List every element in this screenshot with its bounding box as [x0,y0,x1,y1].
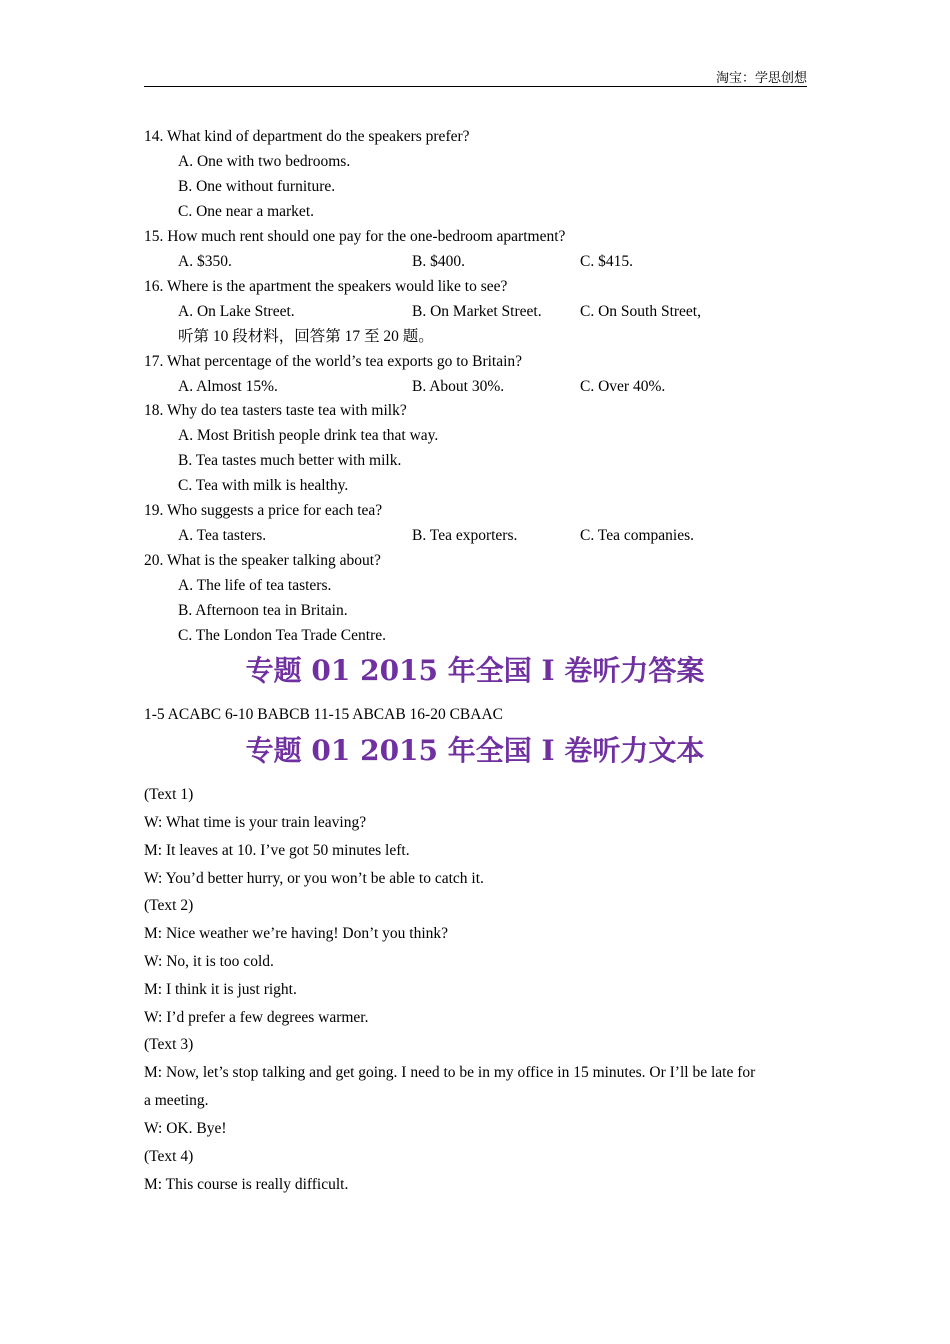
transcript-line: W: OK. Bye! [144,1120,227,1137]
transcript-line: M: Now, let’s stop talking and get going. I need to be in my office in 15 minutes. Or I’ll be late for [144,1064,756,1081]
q18-option-b: B. Tea tastes much better with milk. [178,452,402,469]
header-text: 淘宝：学思创想 [715,70,807,85]
q18-option-c: C. Tea with milk is healthy. [178,477,349,494]
transcript-line: M: Nice weather we’re having! Don’t you think? [144,925,449,942]
transcript-line: M: I think it is just right. [144,981,297,998]
q14-option-b: B. One without furniture. [178,178,336,195]
question-16: 16. Where is the apartment the speakers would like to see? [144,278,508,295]
transcript-line: W: You’d better hurry, or you won’t be able to catch it. [144,870,484,887]
transcript-heading: 专题 01 2015 年全国 I 卷听力文本 [245,734,705,767]
transcript-line: W: No, it is too cold. [144,953,274,970]
page-header [144,66,807,87]
q15-option-a: A. $350. [178,253,232,270]
transcript-line: (Text 4) [144,1148,194,1165]
q20-option-c: C. The London Tea Trade Centre. [178,627,386,644]
question-15: 15. How much rent should one pay for the one-bedroom apartment? [144,228,566,245]
question-18: 18. Why do tea tasters taste tea with milk? [144,402,407,419]
transcript-line: (Text 1) [144,786,194,803]
section-instruction: 听第 10 段材料，回答第 17 至 20 题。 [178,328,434,345]
q14-option-a: A. One with two bedrooms. [178,153,351,170]
answer-key: 1-5 ACABC 6-10 BABCB 11-15 ABCAB 16-20 CBAAC [144,706,503,723]
q16-option-c: C. On South Street, [580,303,701,320]
q20-option-a: A. The life of tea tasters. [178,577,332,594]
transcript-line: a meeting. [144,1092,209,1109]
q20-option-b: B. Afternoon tea in Britain. [178,602,348,619]
question-14: 14. What kind of department do the speakers prefer? [144,128,470,145]
q17-option-c: C. Over 40%. [580,378,666,395]
q19-option-c: C. Tea companies. [580,527,694,544]
transcript-line: W: What time is your train leaving? [144,814,367,831]
q15-option-b: B. $400. [412,253,465,270]
transcript-line: W: I’d prefer a few degrees warmer. [144,1009,369,1026]
q17-option-a: A. Almost 15%. [178,378,278,395]
q18-option-a: A. Most British people drink tea that way. [178,427,439,444]
transcript-line: M: It leaves at 10. I’ve got 50 minutes left. [144,842,410,859]
q17-option-b: B. About 30%. [412,378,505,395]
q16-option-a: A. On Lake Street. [178,303,295,320]
q15-option-c: C. $415. [580,253,633,270]
question-19: 19. Who suggests a price for each tea? [144,502,383,519]
q19-option-a: A. Tea tasters. [178,527,267,544]
transcript-line: (Text 3) [144,1036,194,1053]
q14-option-c: C. One near a market. [178,203,314,220]
q16-option-b: B. On Market Street. [412,303,542,320]
answers-heading: 专题 01 2015 年全国 I 卷听力答案 [245,654,705,687]
transcript-line: (Text 2) [144,897,194,914]
transcript-line: M: This course is really difficult. [144,1176,349,1193]
q19-option-b: B. Tea exporters. [412,527,518,544]
question-20: 20. What is the speaker talking about? [144,552,381,569]
question-17: 17. What percentage of the world’s tea exports go to Britain? [144,353,523,370]
